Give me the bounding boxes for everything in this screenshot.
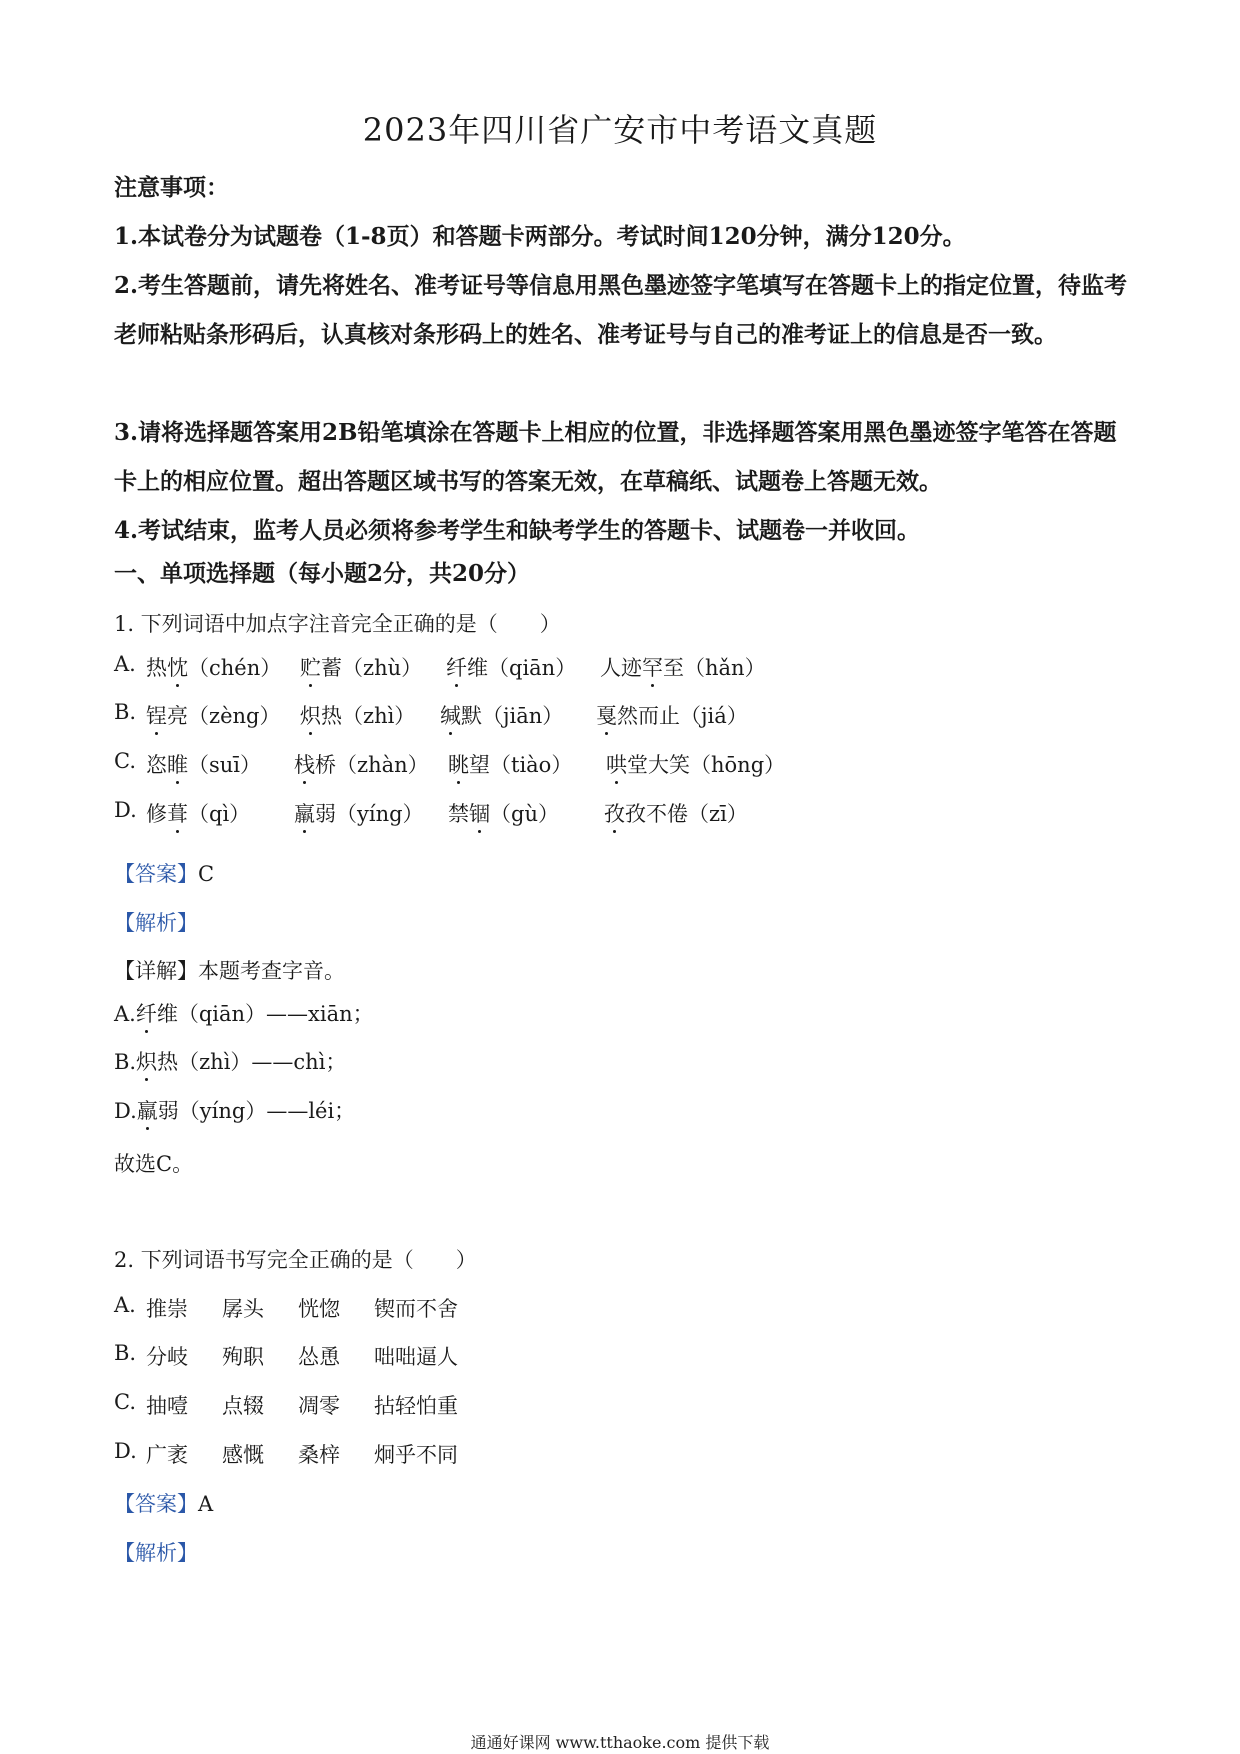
option-item: 人迹罕至（hǎn）: [600, 652, 766, 682]
option-item: 孜孜不倦（zī）: [604, 798, 748, 828]
option-item: 栈桥（zhàn）: [294, 749, 429, 779]
option-item: 炽热（zhì）: [300, 700, 415, 730]
option-label: C.: [114, 1390, 136, 1414]
option-item: 眺望（tiào）: [448, 749, 572, 779]
option-item: 哄堂大笑（hōng）: [606, 749, 785, 779]
notice-item-3: 3.请将选择题答案用2B铅笔填涂在答题卡上相应的位置，非选择题答案用黑色墨迹签字笔答在答题卡上的相应位置。超出答题区域书写的答案无效，在草稿纸、试题卷上答题无效。: [114, 419, 1117, 495]
q1-conclusion: 故选C。: [114, 1152, 194, 1176]
page-title: 2023年四川省广安市中考语文真题: [362, 111, 878, 149]
option-item: 贮蓄（zhù）: [300, 652, 422, 682]
q2-analysis-label: 【解析】: [114, 1541, 198, 1565]
option-word: 孱头: [222, 1297, 264, 1321]
q2-stem: 2. 下列词语书写完全正确的是（ ）: [114, 1248, 477, 1272]
option-item: 戛然而止（jiá）: [596, 700, 748, 730]
option-word: 恍惚: [298, 1297, 340, 1321]
notice-item-1: 1.本试卷分为试题卷（1-8页）和答题卡两部分。考试时间120分钟，满分120分。: [114, 223, 966, 250]
option-item: 修葺（qì）: [146, 798, 250, 828]
option-word: 点辍: [222, 1394, 264, 1418]
option-item: 纤维（qiān）: [446, 652, 576, 682]
option-item: 锃亮（zèng）: [146, 700, 280, 730]
q1-detail-line-a: A.纤维（qiān）——xiān；: [114, 998, 374, 1028]
option-label: D.: [114, 1439, 137, 1463]
option-item: 缄默（jiān）: [440, 700, 563, 730]
notice-heading: 注意事项：: [114, 174, 229, 201]
option-word: 抽噎: [146, 1394, 188, 1418]
q1-detail: 【详解】本题考查字音。: [114, 959, 345, 983]
option-label: A.: [114, 1293, 136, 1317]
q1-detail-line-b: B.炽热（zhì）——chì；: [114, 1046, 346, 1076]
option-item: 恣睢（suī）: [146, 749, 261, 779]
option-word: 锲而不舍: [374, 1297, 458, 1321]
option-label: B.: [114, 700, 137, 724]
option-word: 炯乎不同: [374, 1443, 458, 1467]
option-label: D.: [114, 798, 137, 822]
q1-analysis-label: 【解析】: [114, 911, 198, 935]
option-label: C.: [114, 749, 136, 773]
option-item: 羸弱（yíng）: [294, 798, 424, 828]
option-word: 分岐: [146, 1345, 188, 1369]
option-word: 拈轻怕重: [374, 1394, 458, 1418]
option-word: 桑梓: [298, 1443, 340, 1467]
option-word: 感慨: [222, 1443, 264, 1467]
q1-stem: 1. 下列词语中加点字注音完全正确的是（ ）: [114, 612, 561, 636]
option-label: A.: [114, 652, 136, 676]
option-item: 热忱（chén）: [146, 652, 281, 682]
page-footer: 通通好课网 www.tthaoke.com 提供下载: [470, 1733, 770, 1752]
option-item: 禁锢（gù）: [448, 798, 559, 828]
option-label: B.: [114, 1341, 137, 1365]
q2-answer: 【答案】A: [114, 1492, 214, 1516]
option-word: 推崇: [146, 1297, 188, 1321]
option-word: 怂恿: [298, 1345, 340, 1369]
q1-detail-line-d: D.羸弱（yíng）——léi；: [114, 1095, 355, 1125]
section-heading: 一、单项选择题（每小题2分，共20分）: [114, 560, 531, 587]
notice-item-2: 2.考生答题前，请先将姓名、准考证号等信息用黑色墨迹签字笔填写在答题卡上的指定位置，待监考老师粘贴条形码后，认真核对条形码上的姓名、准考证号与自己的准考证上的信息是否一致。: [114, 272, 1128, 348]
q1-answer: 【答案】C: [114, 862, 215, 886]
notice-item-4: 4.考试结束，监考人员必须将参考学生和缺考学生的答题卡、试题卷一并收回。: [114, 517, 921, 544]
option-word: 咄咄逼人: [374, 1345, 458, 1369]
option-word: 凋零: [298, 1394, 340, 1418]
option-word: 广袤: [146, 1443, 188, 1467]
option-word: 殉职: [222, 1345, 264, 1369]
